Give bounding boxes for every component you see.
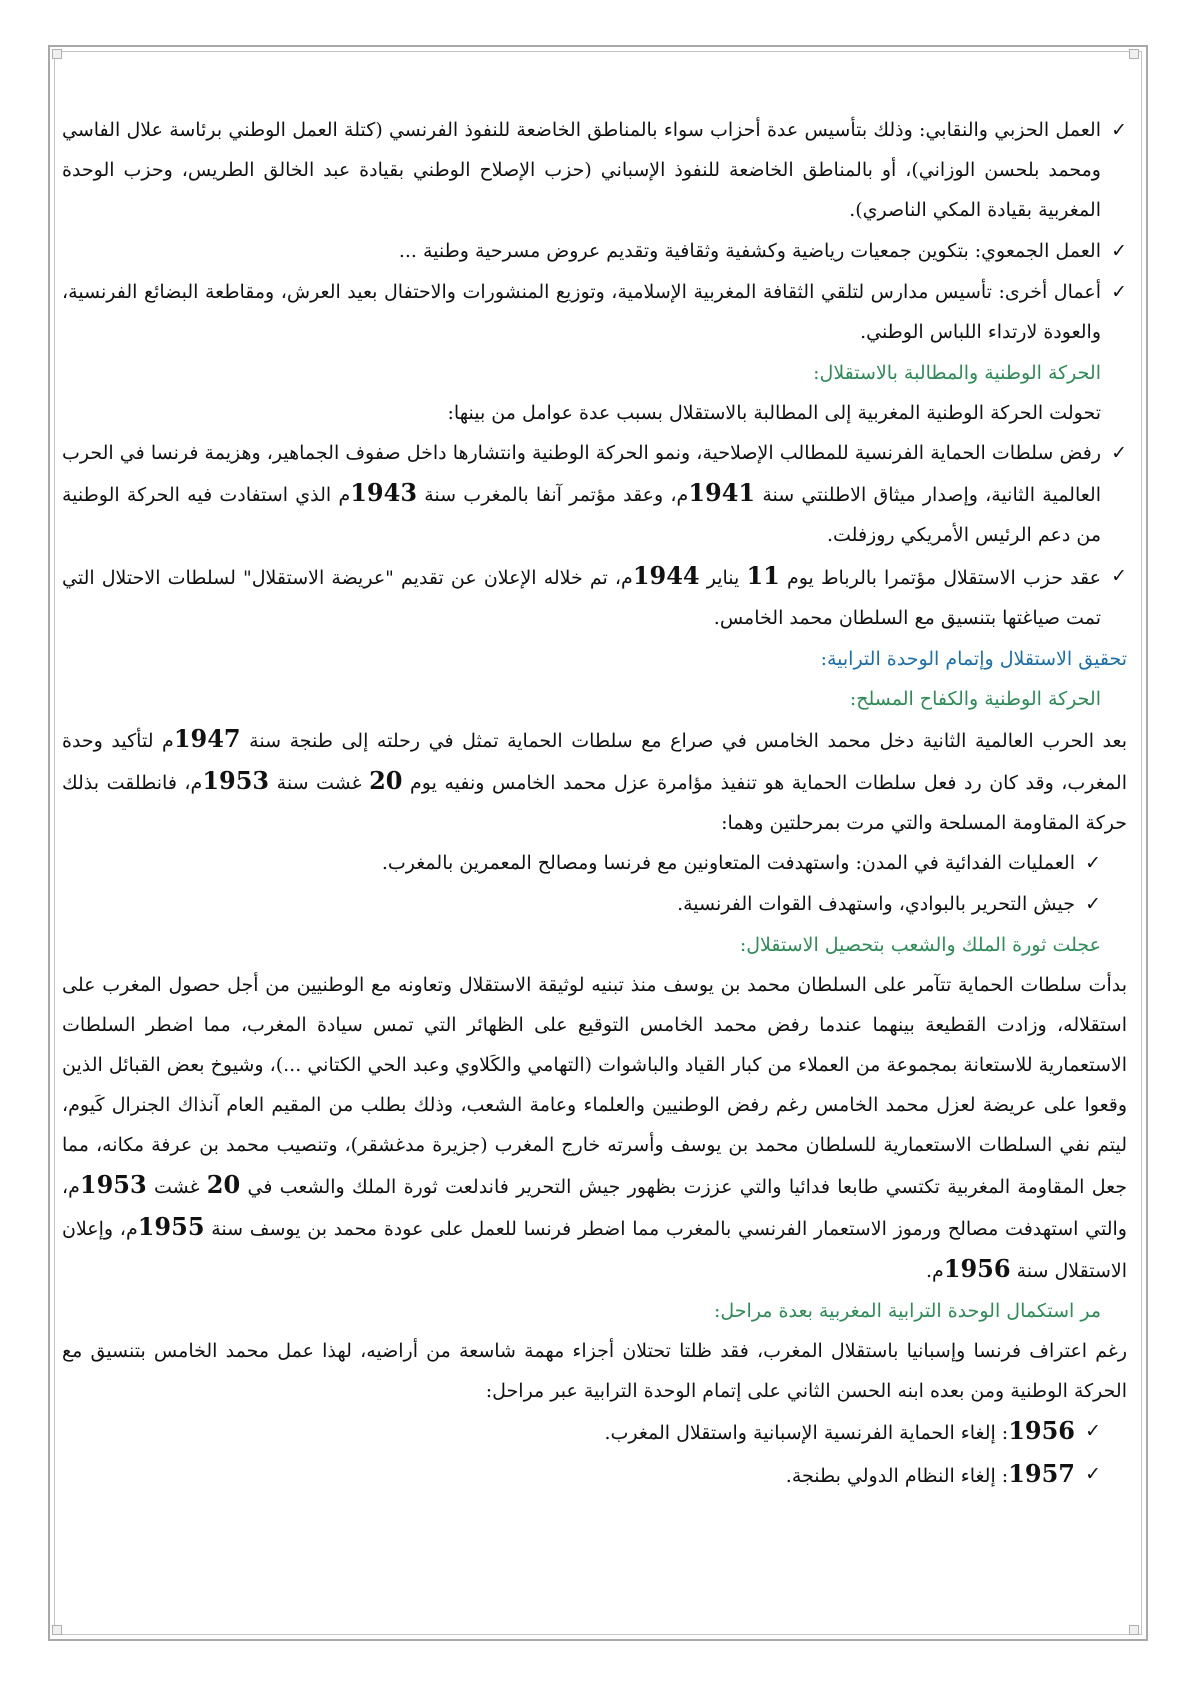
section-intro: تحولت الحركة الوطنية المغربية إلى المطالبة بالاستقلال بسبب عدة عوامل من بينها:	[447, 402, 1101, 424]
list-item	[62, 231, 1127, 271]
main-section-heading: تحقيق الاستقلال وإتمام الوحدة الترابية:	[820, 648, 1127, 670]
text-run: م، وعقد مؤتمر آنفا بالمغرب سنة	[417, 484, 689, 506]
item-text: أعمال أخرى: تأسيس مدارس لتلقي الثقافة المغربية الإسلامية، وتوزيع المنشورات والاحتفال بعيد العرش، ومقاطعة البضائع الفرنسية، والعودة لارتداء اللباس الوطني.	[62, 281, 1101, 343]
item-text: العمليات الفدائية في المدن: واستهدفت المتعاونين مع فرنسا ومصالح المعمرين بالمغرب.	[381, 852, 1075, 874]
item-text: العمل الحزبي والنقابي: وذلك بتأسيس عدة أحزاب سواء بالمناطق الخاضعة للنفوذ الفرنسي (كتلة العمل الوطني برئاسة علال الفاسي ومحمد بلحسن الوزاني)، أو بالمناطق الخاضعة للنفوذ الإسباني (حزب الإصلاح الوطني بقيادة عبد الخالق الطريس، وحزب الوحدة المغربية بقيادة المكي الناصري).	[62, 119, 1101, 221]
item-text: جيش التحرير بالبوادي، واستهدف القوات الفرنسية.	[677, 893, 1075, 915]
year-number: 1947	[173, 724, 241, 753]
list-item	[62, 884, 1101, 924]
section-heading: الحركة الوطنية والمطالبة بالاستقلال:	[813, 362, 1101, 384]
corner-ornament	[52, 1625, 62, 1635]
section-heading: الحركة الوطنية والكفاح المسلح:	[849, 688, 1101, 710]
text-run: بعد الحرب العالمية الثانية دخل محمد الخامس في صراع مع سلطات الحماية تمثل في رحلته إلى طنجة سنة	[240, 730, 1127, 752]
check-icon: ✓	[1085, 1420, 1101, 1442]
section-national-action	[62, 110, 1127, 352]
year-number: 1941	[688, 478, 756, 507]
list-item	[62, 1411, 1101, 1453]
year-number: 1957	[1008, 1459, 1075, 1488]
item-text: : إلغاء النظام الدولي بطنجة.	[785, 1465, 1009, 1487]
text-run: م، تم خلاله الإعلان عن تقديم "عريضة الاستقلال" لسلطات الاحتلال التي تمت صياغتها بتنسيق مع السلطان محمد الخامس.	[62, 567, 1101, 629]
text-run: رفض سلطات الحماية الفرنسية للمطالب الإصلاحية، ونمو الحركة الوطنية وانتشارها داخل صفوف الجماهير، وهزيمة فرنسا في الحرب العالمية الثانية، وإصدار ميثاق الاطلنتي سنة	[62, 442, 1101, 506]
check-icon: ✓	[1085, 1463, 1101, 1485]
item-text: : إلغاء الحماية الفرنسية الإسبانية واستقلال المغرب.	[604, 1422, 1009, 1444]
text-run: م الذي استفادت فيه الحركة الوطنية من دعم الرئيس الأمريكي روزفلت.	[62, 484, 1101, 546]
check-icon: ✓	[1111, 240, 1127, 262]
text-run: بدأت سلطات الحماية تتآمر على السلطان محمد بن يوسف منذ تبنيه لوثيقة الاستقلال وتعاونه مع الوطنيين من أجل حصول المغرب على استقلاله، وزادت القطيعة بينهما عندما رفض محمد الخامس التوقيع على الظهائر التي تمس سيادة المغرب، مما اضطر السلطات الاستعمارية للاستعانة بمجموعة من العملاء من كبار القياد والباشوات (التهامي والكَلاوي وعبد الحي الكتاني ...)، وشيوخ بعض القبائل الذين وقعوا على عريضة لعزل محمد الخامس رغم رفض الوطنيين والعلماء وعامة الشعب، وذلك بطلب من المقيم العام آنذاك الجنرال كَيوم، ليتم نفي السلطات الاستعمارية للسلطان محمد بن يوسف وأسرته خارج المغرب (جزيرة مدغشقر)، وتنصيب محمد بن عرفة مكانه، مما جعل المقاومة المغربية تكتسي طابعا فدائيا والتي عززت بظهور جيش التحرير فاندلعت ثورة الملك والشعب في	[62, 974, 1127, 1198]
corner-ornament	[52, 49, 62, 59]
check-icon: ✓	[1111, 442, 1127, 464]
list-item	[62, 1454, 1101, 1496]
section-heading: عجلت ثورة الملك والشعب بتحصيل الاستقلال:	[739, 934, 1101, 956]
year-number: 1956	[1008, 1416, 1075, 1445]
text-run: م، والتي استهدفت مصالح ورموز الاستعمار الفرنسي بالمغرب مما اضطر فرنسا للعمل على عودة محمد بن يوسف سنة	[62, 1176, 1127, 1240]
year-number: 1953	[202, 766, 270, 795]
paragraph	[62, 965, 1127, 1291]
year-number: 1953	[79, 1170, 147, 1199]
text-run: م، وإعلان الاستقلال سنة	[62, 1218, 1127, 1282]
check-icon: ✓	[1111, 565, 1127, 587]
armed-struggle-list	[62, 843, 1127, 924]
check-icon: ✓	[1111, 119, 1127, 141]
text-run: غشت	[146, 1176, 207, 1198]
day-number: 11	[746, 561, 780, 590]
check-icon: ✓	[1085, 893, 1101, 915]
territorial-unity-list	[62, 1411, 1127, 1496]
document-body	[62, 110, 1127, 1497]
text-run: يناير	[699, 567, 747, 589]
list-item	[62, 433, 1127, 555]
corner-ornament	[1129, 49, 1139, 59]
list-item	[62, 843, 1101, 883]
list-item	[62, 556, 1127, 638]
corner-ornament	[1129, 1625, 1139, 1635]
year-number: 1943	[350, 478, 418, 507]
year-number: 1955	[137, 1212, 205, 1241]
list-item	[62, 272, 1127, 352]
section-heading: مر استكمال الوحدة الترابية المغربية بعدة مراحل:	[714, 1300, 1101, 1322]
day-number: 20	[369, 766, 403, 795]
list-item	[62, 110, 1127, 230]
paragraph	[62, 719, 1127, 843]
year-number: 1944	[632, 561, 700, 590]
check-icon: ✓	[1111, 281, 1127, 303]
paragraph: رغم اعتراف فرنسا وإسبانيا باستقلال المغرب، فقد ظلتا تحتلان أجزاء مهمة شاسعة من أراضيه، لهذا عمل محمد الخامس بتنسيق مع الحركة الوطنية ومن بعده ابنه الحسن الثاني على إتمام الوحدة الترابية عبر مراحل:	[62, 1340, 1127, 1402]
text-run: عقد حزب الاستقلال مؤتمرا بالرباط يوم	[779, 567, 1101, 589]
text-run: م.	[925, 1260, 944, 1282]
text-run: م لتأكيد وحدة المغرب، وقد كان رد فعل سلطات الحماية هو تنفيذ مؤامرة عزل محمد الخامس ونفيه يوم	[62, 730, 1127, 794]
day-number: 20	[206, 1170, 241, 1199]
text-run: م، فانطلقت بذلك حركة المقاومة المسلحة والتي مرت بمرحلتين وهما:	[62, 772, 1127, 834]
item-text: العمل الجمعوي: بتكوين جمعيات رياضية وكشفية وثقافية وتقديم عروض مسرحية وطنية ...	[398, 240, 1101, 262]
year-number: 1956	[943, 1254, 1011, 1283]
text-run: غشت سنة	[269, 772, 370, 794]
check-icon: ✓	[1085, 852, 1101, 874]
